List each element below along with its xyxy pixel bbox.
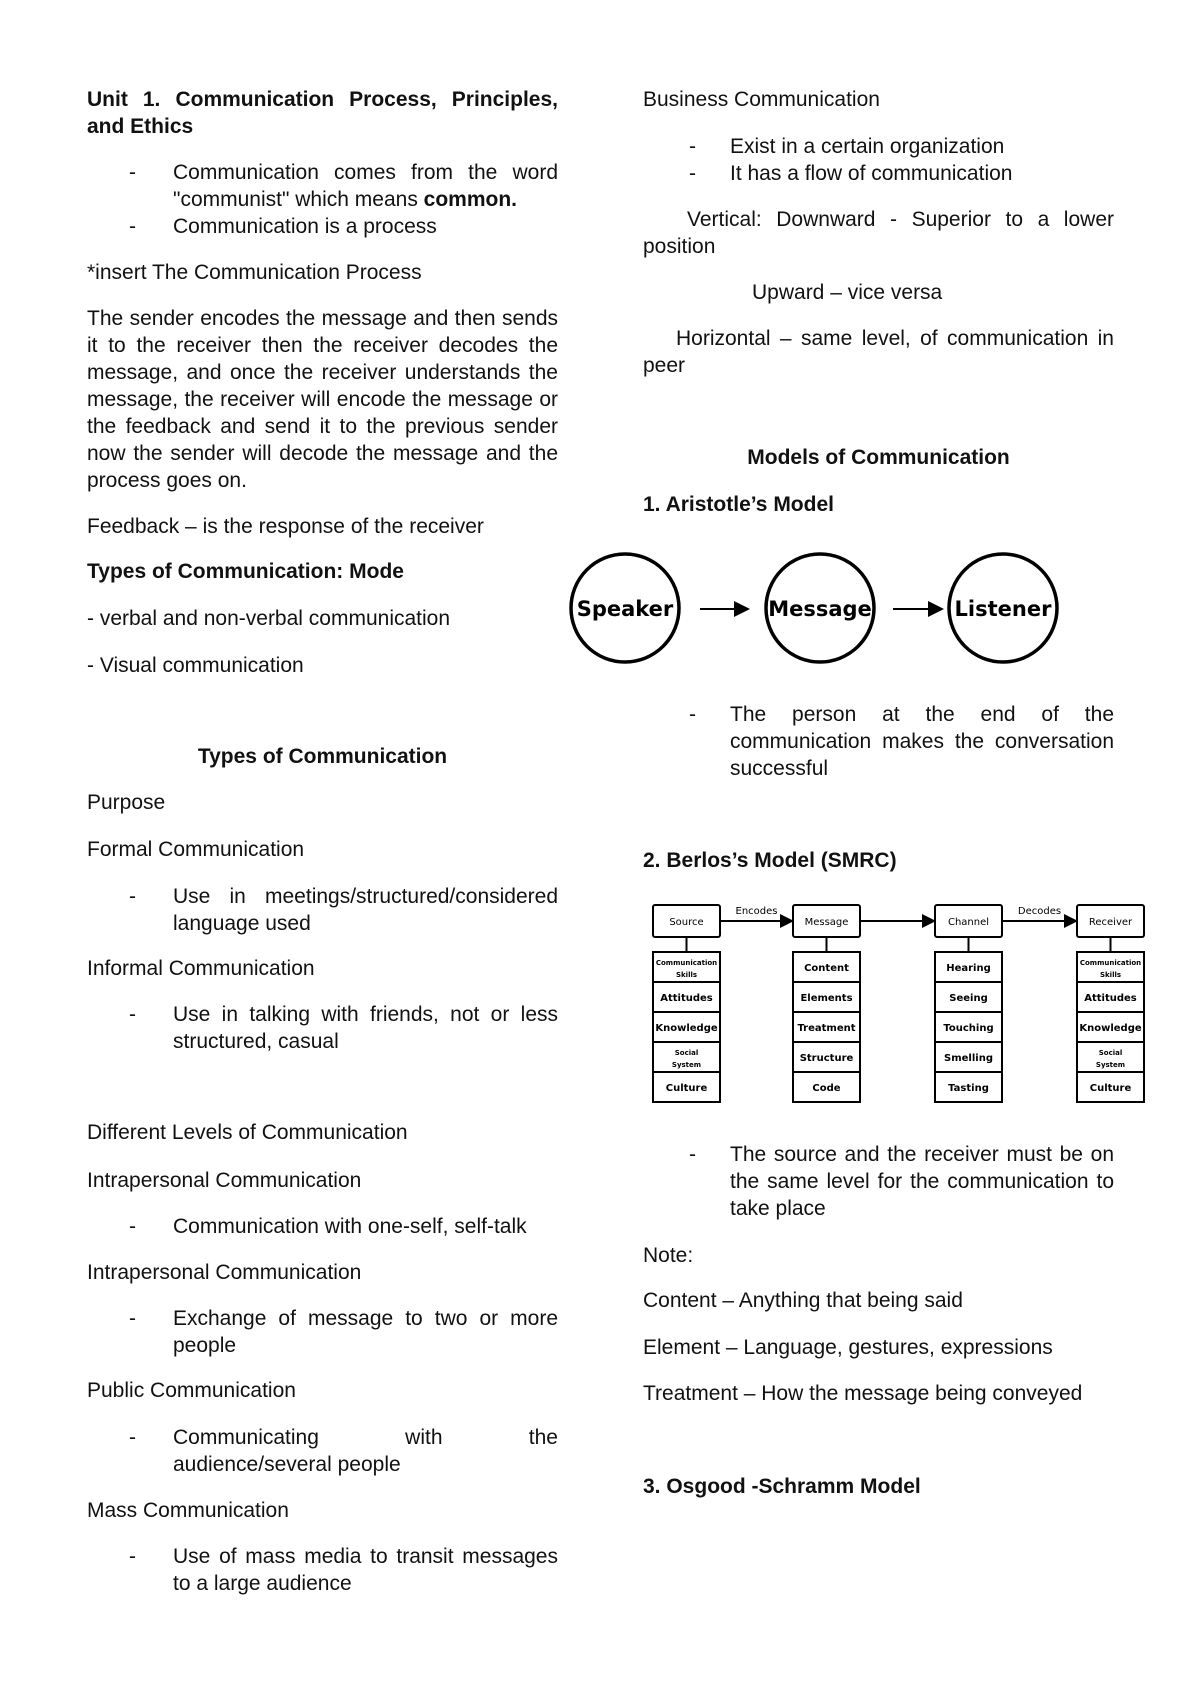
insert-note: *insert The Communication Process: [87, 261, 422, 284]
list-item-text: Communication comes from the word "communist" which means common.: [173, 161, 558, 211]
types-mode-heading: Types of Communication: Mode: [87, 560, 404, 583]
berlo-item-label: Hearing: [946, 963, 991, 974]
osgood-heading: 3. Osgood -Schramm Model: [643, 1475, 921, 1498]
berlo-item-label: Communication: [1079, 959, 1142, 967]
model-node-label: Listener: [954, 597, 1052, 621]
berlo-box-label: Source: [669, 917, 704, 928]
berlo-item-label: Knowledge: [655, 1023, 718, 1034]
intrapersonal-label: Intrapersonal Communication: [87, 1261, 362, 1284]
berlo-item-label: Attitudes: [1084, 993, 1137, 1004]
purpose-label: Purpose: [87, 791, 166, 814]
upward-text: Upward – vice versa: [752, 281, 943, 304]
element-definition: Element – Language, gestures, expressions: [643, 1336, 1053, 1359]
list-item-text: The person at the end of the communication makes the conversation successful: [730, 703, 1114, 780]
berlo-item-label: Knowledge: [1079, 1023, 1142, 1034]
berlo-item-label: Structure: [799, 1053, 854, 1064]
berlo-item-label: Seeing: [949, 993, 988, 1004]
formal-label: Formal Communication: [87, 838, 305, 861]
berlo-item-label: Communication: [655, 959, 718, 967]
informal-label: Informal Communication: [87, 957, 315, 980]
berlo-item-label: Code: [812, 1083, 841, 1094]
list-item-text: Use in meetings/structured/considered language used: [173, 885, 558, 935]
list-item-text: Use of mass media to transit messages to a large audience: [173, 1545, 558, 1595]
content-definition: Content – Anything that being said: [643, 1289, 963, 1312]
types-heading: Types of Communication: [197, 745, 448, 768]
berlo-item-label: Tasting: [948, 1083, 989, 1094]
mass-label: Mass Communication: [87, 1499, 289, 1522]
berlo-item-label: Social: [1098, 1049, 1123, 1057]
berlo-item-label: Treatment: [797, 1023, 856, 1034]
list-item-text: Exchange of message to two or more people: [173, 1307, 558, 1357]
list-item-text: Communication with one-self, self-talk: [173, 1215, 527, 1238]
public-label: Public Communication: [87, 1379, 296, 1402]
berlo-item-label: System: [1095, 1061, 1126, 1069]
arrow-label: Decodes: [1017, 906, 1062, 917]
berlo-item-label: Skills: [675, 971, 698, 979]
berlo-box-label: Channel: [947, 917, 990, 928]
aristotle-heading: 1. Aristotle’s Model: [643, 493, 834, 516]
models-heading: Models of Communication: [747, 446, 1010, 469]
aristotle-diagram: [560, 530, 1160, 690]
unit-title: Unit 1. Communication Process, Principles, and Ethics: [87, 88, 558, 138]
berlo-item-label: Touching: [943, 1023, 994, 1034]
vertical-text: Vertical: Downward - Superior to a lower position: [643, 208, 1114, 258]
berlo-item-label: Smelling: [944, 1053, 993, 1064]
intrapersonal-label: Intrapersonal Communication: [87, 1169, 362, 1192]
levels-label: Different Levels of Communication: [87, 1121, 408, 1144]
berlo-box-label: Receiver: [1088, 917, 1133, 928]
berlo-item-label: Culture: [1089, 1083, 1132, 1094]
note-label: Note:: [643, 1244, 694, 1267]
process-paragraph: The sender encodes the message and then sends it to the receiver then the receiver decodes the message, and once the receiver understands the message, the receiver will encode the message or the feedback and send it to the previous sender now the sender will decode the message and the process goes on.: [87, 307, 558, 492]
berlo-item-label: Skills: [1099, 971, 1122, 979]
berlo-item-label: Attitudes: [660, 993, 713, 1004]
berlo-item-label: Social: [674, 1049, 699, 1057]
berlo-box-label: Message: [804, 917, 849, 928]
model-node-label: Speaker: [576, 597, 674, 621]
treatment-definition: Treatment – How the message being conveyed: [643, 1382, 1083, 1405]
list-item-text: Exist in a certain organization: [730, 135, 1005, 158]
berlo-heading: 2. Berlos’s Model (SMRC): [643, 849, 897, 872]
horizontal-text: Horizontal – same level, of communication in peer: [643, 327, 1114, 377]
feedback-definition: Feedback – is the response of the receiver: [87, 515, 484, 538]
mode-item: - Visual communication: [87, 654, 304, 677]
list-item-text: Use in talking with friends, not or less structured, casual: [173, 1003, 558, 1053]
list-item-text: Communication is a process: [173, 215, 437, 238]
business-label: Business Communication: [643, 88, 880, 111]
berlo-item-label: Elements: [800, 993, 853, 1004]
mode-item: - verbal and non-verbal communication: [87, 607, 451, 630]
list-item-text: The source and the receiver must be on the same level for the communication to take place: [730, 1143, 1114, 1220]
list-item-text: Communicating with the audience/several people: [173, 1426, 558, 1476]
berlo-diagram: [640, 890, 1160, 1110]
model-node-label: Message: [768, 597, 872, 621]
berlo-item-label: Content: [804, 963, 849, 974]
berlo-item-label: System: [671, 1061, 702, 1069]
list-item-text: It has a flow of communication: [730, 162, 1013, 185]
arrow-label: Encodes: [735, 906, 778, 917]
berlo-item-label: Culture: [665, 1083, 708, 1094]
